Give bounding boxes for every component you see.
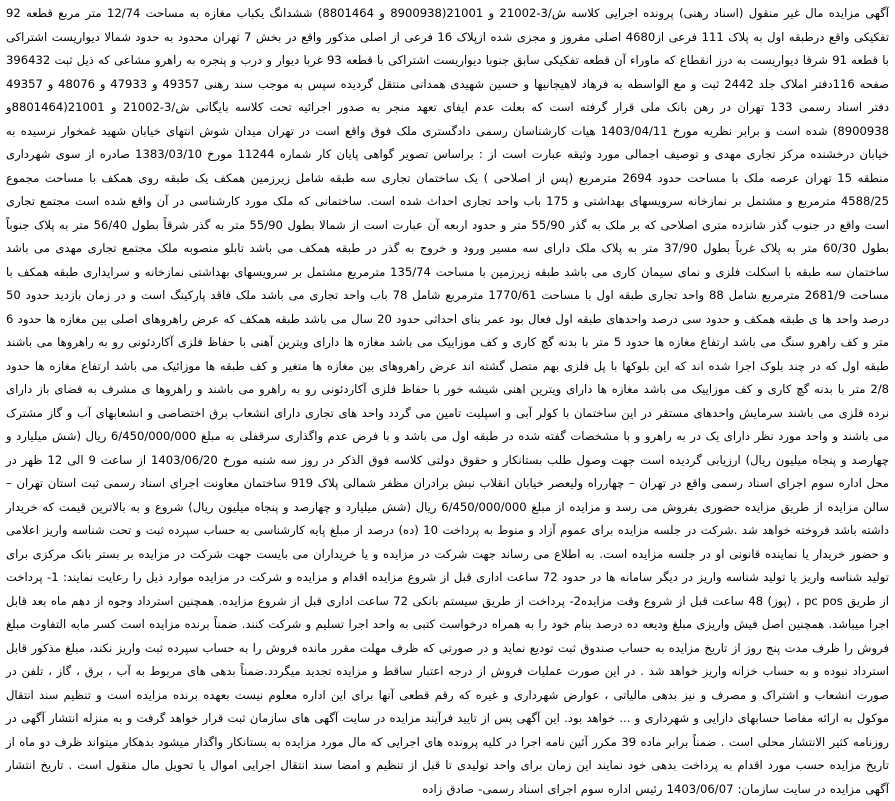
notice-body-text: آگهی مزایده مال غیر منقول (اسناد رهنی) پرونده اجرایی کلاسه ش/3-21002 و 21001(8900938 و 8801464) ششدانگ یکباب مغازه به مساحت 12/74 متر مربع قطعه 92 تفکیکی واقع درطبقه اول به پلاک 111 فرعی از4680 اصلی مفروز و مجزی شده ازپلاک 16 فرعی از اصلی مذکور واقع در بخش 7 تهران محدود به حدود شمالا دیواریست اشتراکی با قطعه 91 شرقا دیواریست به درز انقطاع که ماوراء آن قطعه تفکیکی سابق جنوبا دیواریست اشتراکی با قطعه 93 غربا دیوار و درب و پنجره به راهرو مشاعی که ذیل ثبت 396432 صفحه 116دفتر املاک جلد 2442 ثبت و مع الواسطه به فرهاد لاهیجانیها و حسین شهیدی همدانی منتقل گردیده سپس به موجب سند رهنی 49357 و 47933 و 48076 و 49357 دفتر اسناد رسمی 133 تهران در رهن بانک ملی قرار گرفته است که بعلت عدم ایفای تعهد منجر به صدور اجرائیه تحت کلاسه بایگانی ش/3-21002 و 21001(8801464و 8900938) شده است و برابر نظریه مورخ 1403/04/11 هیات کارشناسان رسمی دادگستری ملک فوق واقع است در تهران میدان شوش انتهای خیابان شهید غمخوار نرسیده به خیابان درخشنده مرکز تجاری مهدی و توصیف اجمالی مورد وثیقه عبارت است از : براساس تصویر گواهی پایان کار شماره 11244 مورخ 1383/03/10 صادره از سوی شهرداری منطقه 15 تهران عرصه ملک با مساحت حدود 2694 مترمربع (پس از اصلاحی ) یک ساختمان تجاری سه طبقه شامل زیرزمین همکف یک طبقه روی همکف با مساحت مجموع 4588/25 مترمربع و مشتمل بر نمازخانه سرویسهای بهداشتی و 175 باب واحد تجاری احداث شده است. ساختمانی که ملک مورد کارشناسی در آن واقع شده است مجتمع تجاری است واقع در جنوب گذر شانزده متری اصلاحی که بر ملک به گذر 55/90 متر و حدود اربعه آن عبارت است از شمالا بطول 55/90 متر به گذر شرقاً بطول 56/40 متر به پلاک جنوباً بطول 60/30 متر به پلاک غرباً بطول 37/90 متر به پلاک ملک دارای سه مسیر ورود و خروج به گذر در طبقه همکف می باشد تابلو منصوبه ملک مجتمع تجاری مهدی می باشد ساختمان سه طبقه با اسکلت فلزی و نمای سیمان کاری می باشد طبقه زیرزمین با مساحت 135/74 مترمربع مشتمل بر سرویسهای بهداشتی نمازخانه و سرایداری طبقه همکف با مساحت 2681/9 مترمربع شامل 88 واحد تجاری طبقه اول با مساحت 1770/61 مترمربع شامل 78 باب واحد تجاری می باشد ملک فاقد پارکینگ است و در زمان بازدید حدود 50 درصد واحد ها ی طبقه همکف و حدود سی درصد واحدهای طبقه اول فعال بود عمر بنای احداثی حدود 20 سال می باشد طبقه همکف که عرض راهروهای اصلی بین مغازه ها حدود 6 متر و کف راهرو سنگ می باشد ارتفاع مغازه ها حدود 5 متر با بدنه گچ کاری و کف موزاییک می باشد مغازه ها دارای ویترین آهنی با حفاظ فلزی آکاردئونی رو به راهروها می باشند طبقه اول که در چند بلوک اجرا شده اند که این بلوکها با پل فلزی بهم متصل گشته اند عرض راهروهای بین مغازه ها متغیر و کف طبقه ها موزائیک می باشد ارتفاع مغازه ها حدود 2/8 متر با بدنه گچ کاری و کف موزاییک می باشد مغازه ها دارای ویترین اهنی شیشه خور با حفاظ فلزی آکاردئونی رو به راهرو می باشند و راهروها ی مشرف به فضای باز دارای نرده فلزی می باشند سرمایش واحدهای مستقر در این ساختمان با کولر آبی و اسپلیت تامین می گردد واحد های تجاری دارای انشعاب برق اختصاصی و انشعابهای آب و گاز مشترک می باشند و واحد مورد نظر دارای یک در به راهرو و با مشخصات گفته شده در طبقه اول می باشد و با فرض عدم واگذاری سرقفلی به مبلغ 6/450/000/000 ریال (شش میلیارد و چهارصد و پنجاه میلیون ریال) ارزیابی گردیده است جهت وصول طلب بستانکار و حقوق دولتی کلاسه فوق الذکر در روز سه شنبه مورخ 1403/06/20 از ساعت 9 الی 12 ظهر در محل اداره سوم اجرای اسناد رسمی واقع در تهران – چهارراه ولیعصر خیابان انقلاب نبش برادران مظفر شمالی پلاک 919 ساختمان معاونت اجرای اسناد رسمی ثبت استان تهران – سالن مزایده از طریق مزایده حضوری بفروش می رسد و مزایده از مبلغ 6/450/000/000 ریال (شش میلیارد و چهارصد و پنجاه میلیون ریال) شروع و به بالاترین قیمت که خریدار داشته باشد فروخته خواهد شد .شرکت در جلسه مزایده برای عموم آزاد و منوط به پرداخت 10 (ده) درصد از مبلغ پایه کارشناسی به حساب سپرده ثبت و تحت شناسه واریز اعلامی و حضور خریدار یا نماینده قانونی او در جلسه مزایده است. به اطلاع می رساند جهت شرکت در مزایده و یا خریداران می بایست جهت شرکت در مزایده بر بستر بانک مرکزی برای تولید شناسه واریز یا تولید شناسه واریز در دیگر سامانه ها در حدود 72 ساعت اداری قبل از شروع مزایده اقدام و مزایده و شرکت در مزایده موارد ذیل را رعایت نمایند: 1- پرداخت از طریق pc pos ، (پوز) 48 ساعت قبل از شروع وقت مزایده2- پرداخت از طریق سیستم بانکی 72 ساعت اداری قبل از شروع مزایده. همچنین استرداد وجوه از دهم ماه بعد قابل اجرا میباشد. همچنین اصل فیش واریزی مبلغ ودیعه ده درصد بنام خود را به همراه درخواست کتبی به واحد اجرا تسلیم و شرکت کنند. ضمناً برنده مزایده است کسر مابه التفاوت مبلغ فروش را ظرف مدت پنج روز از تاریخ مزایده به حساب صندوق ثبت تودیع نماید و در صورتی که ظرف مهلت مقرر مانده فروش را به حساب سپرده ثبت واریز نکند، مبلغ مذکور قابل استرداد نبوده و به حساب خزانه واریز خواهد شد . در این صورت عملیات فروش از درجه اعتبار ساقط و مزایده تجدید میگردد.ضمناً بدهی های مربوط به آب ، برق ، گاز ، تلفن در صورت انشعاب و اشتراک و مصرف و نیز بدهی مالیاتی ، عوارض شهرداری و غیره که رقم قطعی آنها برای این اداره معلوم نیست بعهده برنده مزایده است و تنظیم سند انتقال موکول به ارائه مفاصا حسابهای دارایی و شهرداری و ... خواهد بود. این آگهی پس از تایید فرآیند مزایده در سایت آگهی های سازمان ثبت قرار خواهد گرفت و به منزله انتشار آگهی در روزنامه کثیر الانتشار محلی است . ضمناً برابر ماده 39 مکرر آئین نامه اجرا در کلیه پرونده های اجرایی که مال مورد مزایده به بستانکار واگذار میشود بدهکار میتواند ظرف دو ماه از تاریخ مزایده حسب مورد اقدام به پرداخت بدهی خود نمایند این زمان برای واحد تولیدی تا قبل از تنظیم و امضا سند انتقال اجرایی اموال یا تحویل مال منقول است . تاریخ انتشار آگهی مزایده در سایت سازمان: 1403/06/07 رئیس اداره سوم اجرای اسناد رسمی- صادق زاده: [6, 6, 890, 796]
